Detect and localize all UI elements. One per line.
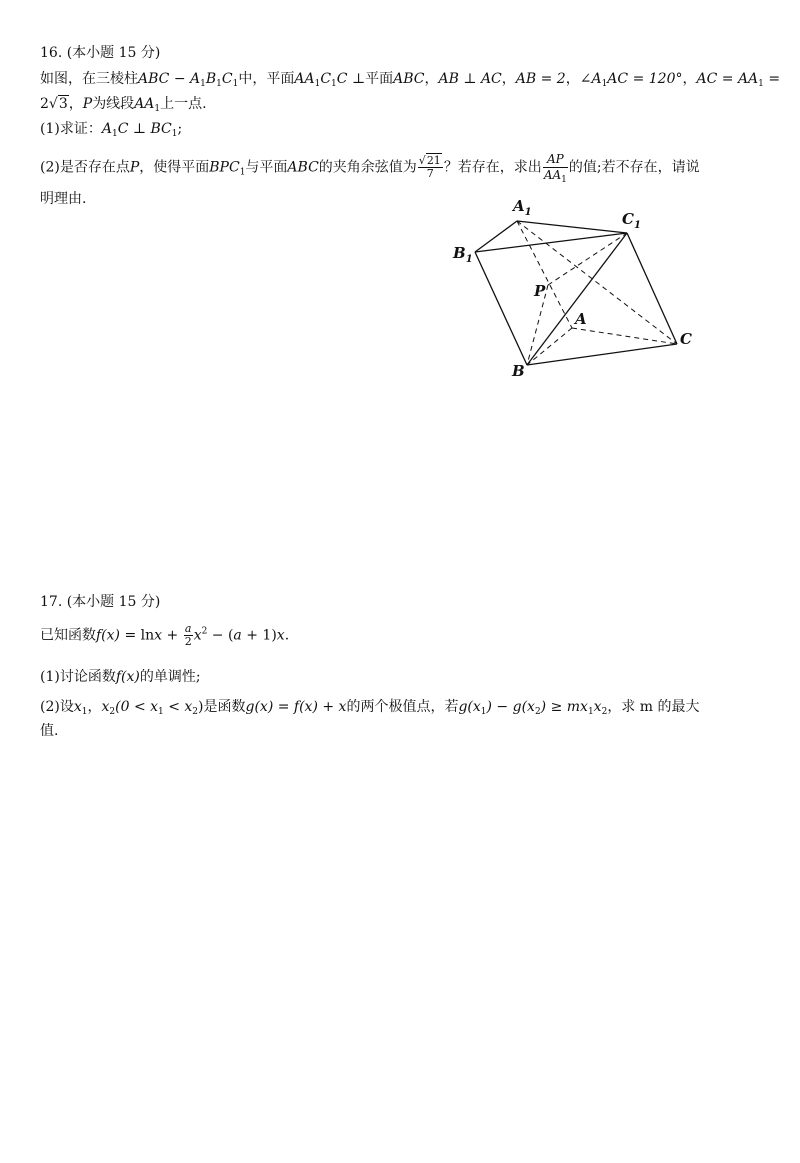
q17-header: 17. (本小题 15 分) — [40, 594, 161, 610]
label-c: C — [680, 330, 692, 348]
q17-part2-line1: (2)设$x_1$，$x_2(0 < x_1 < x_2)$是函数g(x) = f(x) + x的两个极值点，若$g(x_1) - g(x_2) \ge mx_1x_2$，求 m 的最大 — [40, 699, 700, 717]
q17-part2-line2: 值. — [40, 723, 59, 739]
label-c1: $C_1$ — [622, 210, 641, 231]
ratio-fraction: $\frac{AP}{AA_1}$ — [543, 152, 567, 185]
cosine-fraction: $\frac{√21}{7}$ — [418, 154, 441, 180]
a-over-2-fraction: $\frac{a}{2}$ — [184, 622, 192, 648]
q17-part1: (1)讨论函数f(x)的单调性; — [40, 669, 201, 685]
label-p: P — [534, 282, 546, 300]
q16-part1: (1)求证：$A_1C$ ⊥ $BC_1$; — [40, 121, 183, 139]
edge-b-c — [527, 344, 677, 365]
q16-intro-line1: 如图，在三棱柱ABC − $A_1B_1C_1$中，平面$AA_1C_1C$ ⊥平面ABC，AB ⊥ AC，AB = 2，$\angle A_1AC = 120^\circ$，AC = $AA_1$ = — [40, 71, 781, 89]
label-b: B — [512, 362, 525, 380]
edge-a-c — [572, 328, 677, 344]
label-b1: $B_1$ — [453, 244, 473, 265]
edge-c1-c — [627, 233, 677, 344]
q16-part2-line2: 明理由. — [40, 191, 87, 207]
q16-part2-line1: (2)是否存在点P，使得平面$BPC_1$与平面ABC的夹角余弦值为 $\frac{√21}{7}$ ？若存在，求出 $\frac{AP}{AA_1}$ 的值;若不存在，请说 — [40, 152, 700, 185]
q16-intro-line2: 2√3，P为线段$AA_1$上一点. — [40, 96, 207, 114]
edge-a1-c1 — [517, 221, 627, 233]
q16-header: 16. (本小题 15 分) — [40, 45, 161, 61]
edge-b1-b — [475, 252, 527, 365]
label-a: A — [575, 310, 587, 328]
label-a1: $A_1$ — [513, 197, 532, 218]
q17-intro: 已知函数f(x) = lnx + $\frac{a}{2}$ $x^2 - (a + 1)x$. — [40, 622, 290, 648]
prism-figure — [440, 190, 710, 390]
